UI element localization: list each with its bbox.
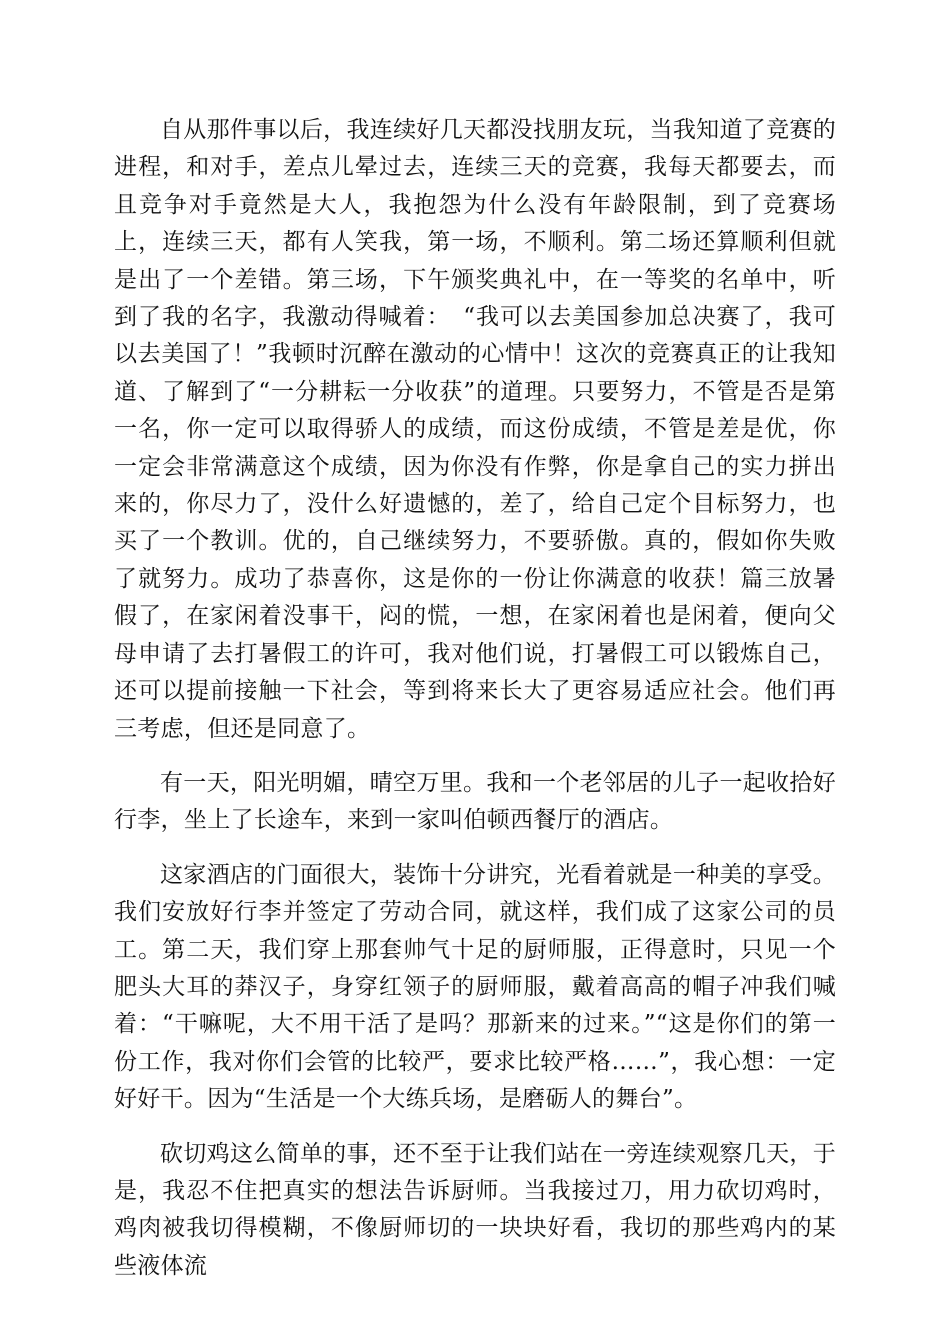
paragraph-3: 这家酒店的门面很大，装饰十分讲究，光看着就是一种美的享受。我们安放好行李并签定了劳动合同，就这样，我们成了这家公司的员工。第二天，我们穿上那套帅气十足的厨师服，正得意时，只见一个肥头大耳的莽汉子，身穿红领子的厨师服，戴着高高的帽子冲我们喊着：“干嘛呢，大不用干活了是吗？那新来的过来。”“这是你们的第一份工作，我对你们会管的比较严，要求比较严格……”，我心想：一定好好干。因为“生活是一个大练兵场，是磨砺人的舞台”。 [114,861,836,1113]
paragraph-2: 有一天，阳光明媚，晴空万里。我和一个老邻居的儿子一起收拾好行李，坐上了长途车，来到一家叫伯顿西餐厅的酒店。 [114,769,836,834]
document-body [114,112,836,1302]
paragraph-1: 自从那件事以后，我连续好几天都没找朋友玩，当我知道了竞赛的进程，和对手，差点儿晕过去，连续三天的竞赛，我每天都要去，而且竞争对手竟然是大人，我抱怨为什么没有年龄限制，到了竞赛场上，连续三天，都有人笑我，第一场，不顺利。第二场还算顺利但就是出了一个差错。第三场，下午颁奖典礼中，在一等奖的名单中，听到了我的名字，我激动得喊着： “我可以去美国参加总决赛了，我可以去美国了！”我顿时沉醉在激动的心情中！这次的竞赛真正的让我知道、了解到了“一分耕耘一分收获”的道理。只要努力，不管是否是第一名，你一定可以取得骄人的成绩，而这份成绩，不管是差是优，你一定会非常满意这个成绩，因为你没有作弊，你是拿自己的实力拼出来的，你尽力了，没什么好遗憾的，差了，给自己定个目标努力，也买了一个教训。优的，自己继续努力，不要骄傲。真的，假如你失败了就努力。成功了恭喜你，这是你的一份让你满意的收获！篇三放暑假了，在家闲着没事干，闷的慌，一想，在家闲着也是闲着，便向父母申请了去打暑假工的许可，我对他们说，打暑假工可以锻炼自己，还可以提前接触一下社会，等到将来长大了更容易适应社会。他们再三考虑，但还是同意了。 [114,117,836,742]
paragraph-4: 砍切鸡这么简单的事，还不至于让我们站在一旁连续观察几天，于是，我忍不住把真实的想法告诉厨师。当我接过刀，用力砍切鸡时，鸡肉被我切得模糊，不像厨师切的一块块好看，我切的那些鸡内的某些液体流 [114,1140,836,1279]
